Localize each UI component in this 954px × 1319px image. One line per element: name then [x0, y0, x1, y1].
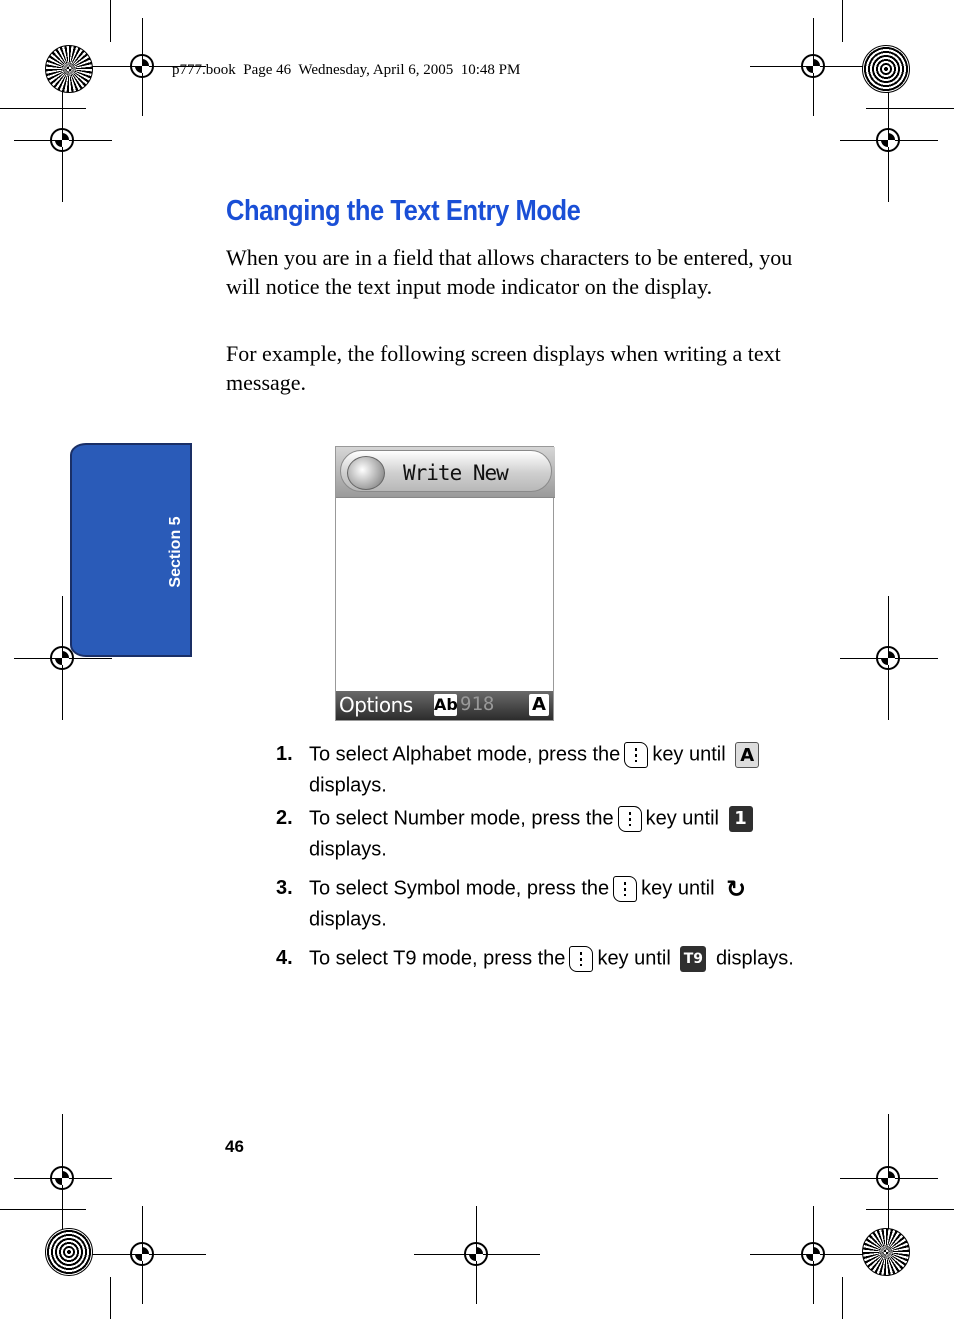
- paragraph: For example, the following screen displays when writing a text message.: [226, 341, 781, 395]
- step-text: [309, 873, 804, 934]
- options-softkey: Options: [339, 693, 413, 717]
- crop-mark: [866, 108, 954, 109]
- paragraph: When you are in a field that allows characters to be entered, you will notice the text input mode indicator on the display.: [226, 245, 793, 299]
- number-mode-icon: 1: [729, 806, 753, 832]
- text-mode-key-icon: [624, 742, 648, 768]
- registration-mark-icon: [801, 1242, 825, 1266]
- step-number: 1.: [276, 743, 293, 765]
- step-item: [276, 943, 806, 975]
- screen-softkey-bar: [336, 691, 553, 720]
- star-target-icon: [862, 45, 910, 93]
- text-mode-key-icon: [569, 946, 593, 972]
- step-item: [276, 873, 806, 933]
- registration-mark-icon: [130, 54, 154, 78]
- step-text: [309, 803, 804, 864]
- step-text-before: To select Symbol mode, press the: [309, 877, 610, 900]
- step-text-before: To select T9 mode, press the: [309, 947, 566, 970]
- step-text-before: To select Alphabet mode, press the: [309, 743, 621, 766]
- text-mode-key-icon: [613, 876, 637, 902]
- registration-mark-icon: [464, 1242, 488, 1266]
- crop-mark: [0, 108, 86, 109]
- step-text-after: displays.: [309, 774, 387, 797]
- t9-mode-icon: T9: [680, 946, 706, 972]
- step-number: 2.: [276, 807, 293, 829]
- registration-mark-icon: [876, 646, 900, 670]
- star-target-icon: [862, 1228, 910, 1276]
- registration-mark-icon: [876, 128, 900, 152]
- step-item: [276, 739, 806, 799]
- symbol-mode-icon: ↻: [726, 874, 747, 903]
- crop-mark: [0, 1209, 86, 1210]
- input-mode-label: Ab: [434, 695, 458, 714]
- section-tab-label: Section 5: [167, 516, 184, 588]
- alphabet-mode-icon: A: [735, 742, 759, 768]
- star-target-icon: [45, 1228, 93, 1276]
- crop-mark: [866, 1209, 954, 1210]
- registration-mark-icon: [50, 1166, 74, 1190]
- screen-title-bar: [340, 450, 552, 492]
- crop-mark: [110, 0, 111, 42]
- crop-mark: [842, 1277, 843, 1319]
- step-text: [309, 943, 804, 974]
- step-text-middle: key until: [652, 743, 726, 766]
- registration-mark-icon: [130, 1242, 154, 1266]
- phone-screen: [335, 446, 554, 721]
- step-text: [309, 739, 804, 800]
- page-number: 46: [225, 1137, 244, 1156]
- step-text-after: displays.: [715, 947, 794, 970]
- step-text-middle: key until: [645, 807, 719, 830]
- registration-mark-icon: [50, 128, 74, 152]
- step-number: 4.: [276, 947, 293, 969]
- crop-mark: [110, 1277, 111, 1319]
- step-item: [276, 803, 806, 863]
- star-target-icon: [45, 45, 93, 93]
- alphabet-mode-indicator: A: [529, 694, 549, 716]
- step-text-middle: key until: [597, 947, 671, 970]
- registration-mark-icon: [801, 54, 825, 78]
- page-title: Changing the Text Entry Mode: [226, 195, 581, 227]
- registration-mark-icon: [876, 1166, 900, 1190]
- crop-mark: [842, 0, 843, 42]
- step-text-after: displays.: [309, 838, 387, 861]
- screen-header: [336, 447, 555, 498]
- text-mode-key-icon: [618, 806, 642, 832]
- step-text-middle: key until: [641, 877, 715, 900]
- character-count: 918: [460, 693, 495, 715]
- step-text-after: displays.: [309, 908, 387, 931]
- step-number: 3.: [276, 877, 293, 899]
- screen-title: Write New: [403, 461, 508, 485]
- step-text-before: To select Number mode, press the: [309, 807, 614, 830]
- print-header: p777.book Page 46 Wednesday, April 6, 2005 10:48 PM: [172, 62, 521, 78]
- mailbox-icon: [347, 456, 385, 490]
